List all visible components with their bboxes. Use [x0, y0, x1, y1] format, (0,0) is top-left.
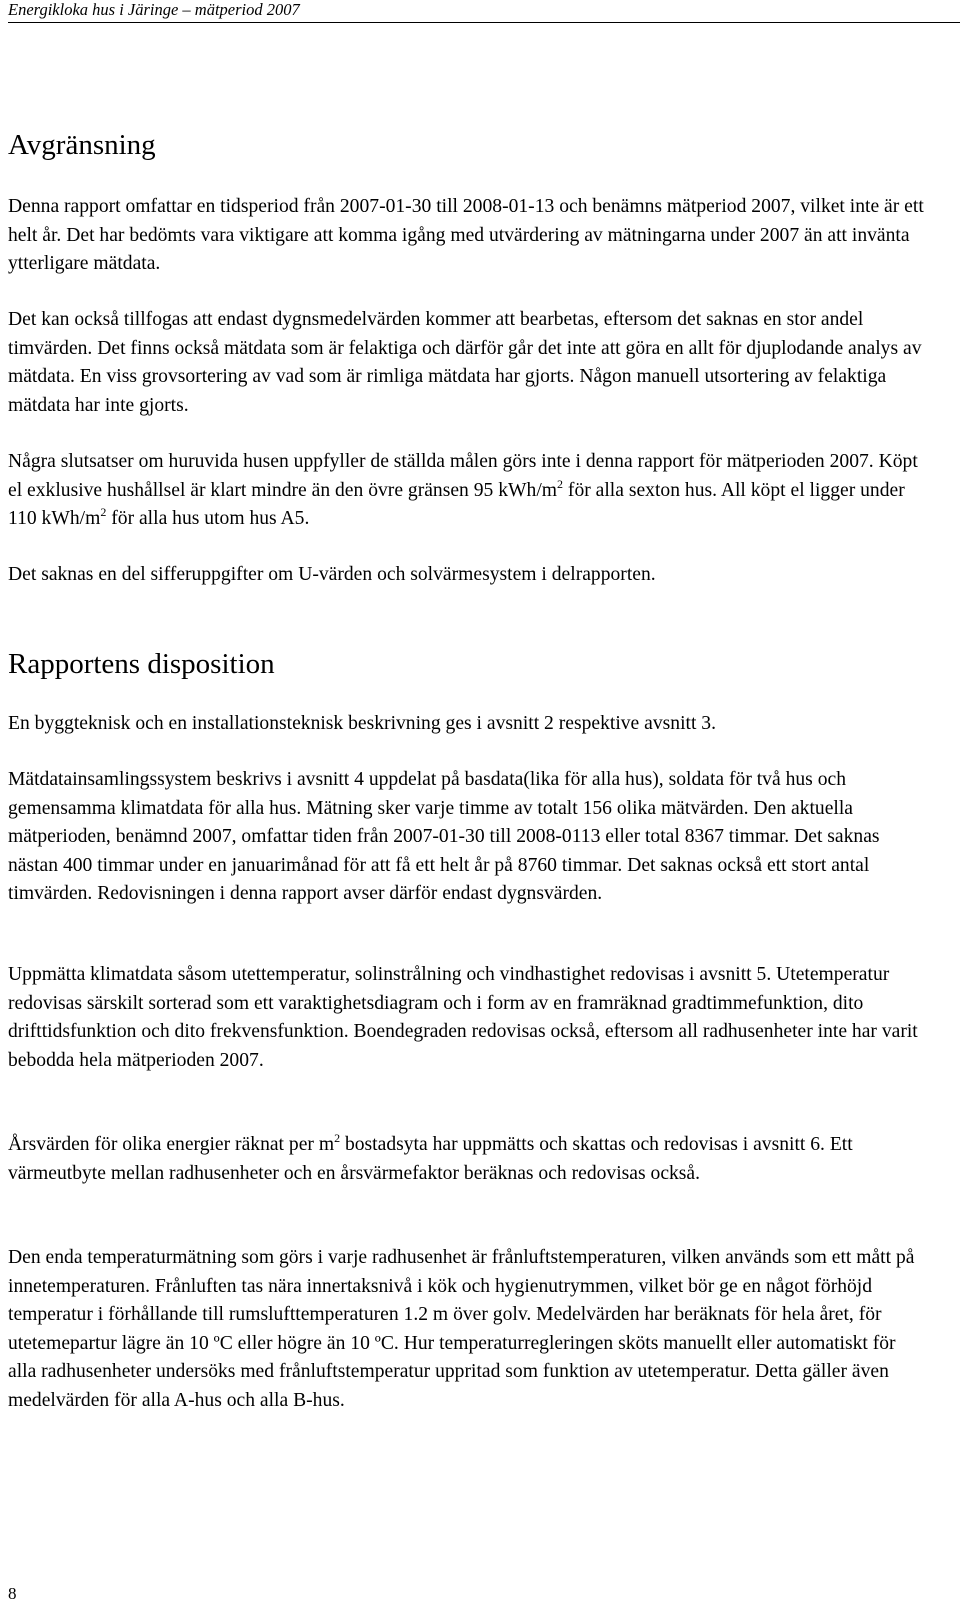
paragraph-text: En byggteknisk och en installationsteknisk beskrivning ges i avsnitt 2 respektive avsnitt 3.: [8, 713, 716, 734]
text-run: bostadsyta har uppmätts och skattas och redovisas i avsnitt 6. Ett värmeutbyte mellan radhusenheter och en årsvärmefaktor beräknas och redovisas också.: [8, 1134, 853, 1184]
paragraph: [8, 306, 928, 420]
paragraph: [8, 710, 928, 739]
running-header: [8, 0, 960, 23]
paragraph-text: Det saknas en del sifferuppgifter om U-värden och solvärmesystem i delrapporten.: [8, 564, 656, 585]
text-run: Årsvärden för olika energier räknat per m: [8, 1134, 335, 1155]
paragraph-text: Uppmätta klimatdata såsom utettemperatur, solinstrålning och vindhastighet redovisas i avsnitt 5. Utetemperatur redovisas särskilt sorterad som ett varaktighetsdiagram och i form av en framräknad gradtimmefunktion, dito drifttidsfunktion och dito frekvensfunktion. Boendegraden redovisas också, eftersom all radhusenheter inte har varit bebodda hela mätperioden 2007.: [8, 964, 918, 1071]
running-header-title: Energikloka hus i Järinge – mätperiod 2007: [8, 0, 300, 19]
paragraph-text: [8, 448, 928, 534]
paragraph-text: Mätdatainsamlingssystem beskrivs i avsnitt 4 uppdelat på basdata(lika för alla hus), soldata för två hus och gemensamma klimatdata för alla hus. Mätning sker varje timme av totalt 156 olika mätvärden. Den aktuella mätperioden, benämnd 2007, omfattar tiden från 2007-01-30 till 2008-0113 eller total 8367 timmar. Det saknas nästan 400 timmar under en januarimånad för att få ett helt år på 8760 timmar. Det saknas också ett stort antal timvärden. Redovisningen i denna rapport avser därför endast dygnsvärden.: [8, 769, 880, 905]
paragraph: [8, 193, 928, 279]
section-avgransning: [8, 128, 928, 162]
superscript: 2: [557, 476, 564, 491]
superscript: 2: [100, 505, 107, 520]
paragraph: [8, 766, 928, 909]
text-run: för alla hus utom hus A5.: [106, 508, 310, 530]
paragraph-text: [8, 1131, 928, 1188]
paragraph-text: Denna rapport omfattar en tidsperiod från 2007-01-30 till 2008-01-13 och benämns mätperiod 2007, vilket inte är ett helt år. Det har bedömts vara viktigare att komma igång med utvärdering av mätningarna under 2007 än att invänta ytterligare mätdata.: [8, 196, 924, 275]
paragraph-text: Det kan också tillfogas att endast dygnsmedelvärden kommer att bearbetas, eftersom det saknas en stor andel timvärden. Det finns också mätdata som är felaktiga och därför går det inte att göra en allt för djuplodande analys av mätdata. En viss grovsortering av vad som är rimliga mätdata har gjorts. Någon manuell utsortering av felaktiga mätdata har inte gjorts.: [8, 309, 922, 416]
paragraph: [8, 1244, 928, 1416]
superscript: 2: [334, 1131, 341, 1145]
section-heading: Avgränsning: [8, 129, 156, 161]
section-heading: Rapportens disposition: [8, 648, 275, 680]
paragraph-text: Den enda temperaturmätning som görs i varje radhusenhet är frånluftstemperaturen, vilken används som ett mått på innetemperaturen. Frånluften tas nära innertaksnivå i kök och hygienutrymmen, vilket bör ge en något förhöjd temperatur i förhållande till rumslufttemperaturen 1.2 m över golv. Medelvärden har beräknats för hela året, för utetemepartur lägre än 10 ºC eller högre än 10 ºC. Hur temperaturregleringen sköts manuellt eller automatiskt för alla radhusenheter undersöks med frånluftstemperatur uppritad som funktion av utetemperatur. Detta gäller även medelvärden för alla A-hus och alla B-hus.: [8, 1247, 915, 1411]
paragraph: [8, 961, 928, 1075]
paragraph: [8, 448, 928, 534]
paragraph: [8, 561, 928, 590]
paragraph: [8, 1131, 928, 1188]
page-number: 8: [8, 1584, 17, 1603]
text-run: för alla sexton hus. All köpt el ligger under 110 kWh/m: [8, 479, 905, 530]
text-run: Några slutsatser om huruvida husen uppfyller de ställda målen görs inte i denna rapport för mätperioden 2007. Köpt el exklusive hushållsel är klart mindre än den övre gränsen 95 kWh/m: [8, 451, 918, 501]
section-rapportens-disposition: [8, 647, 928, 681]
